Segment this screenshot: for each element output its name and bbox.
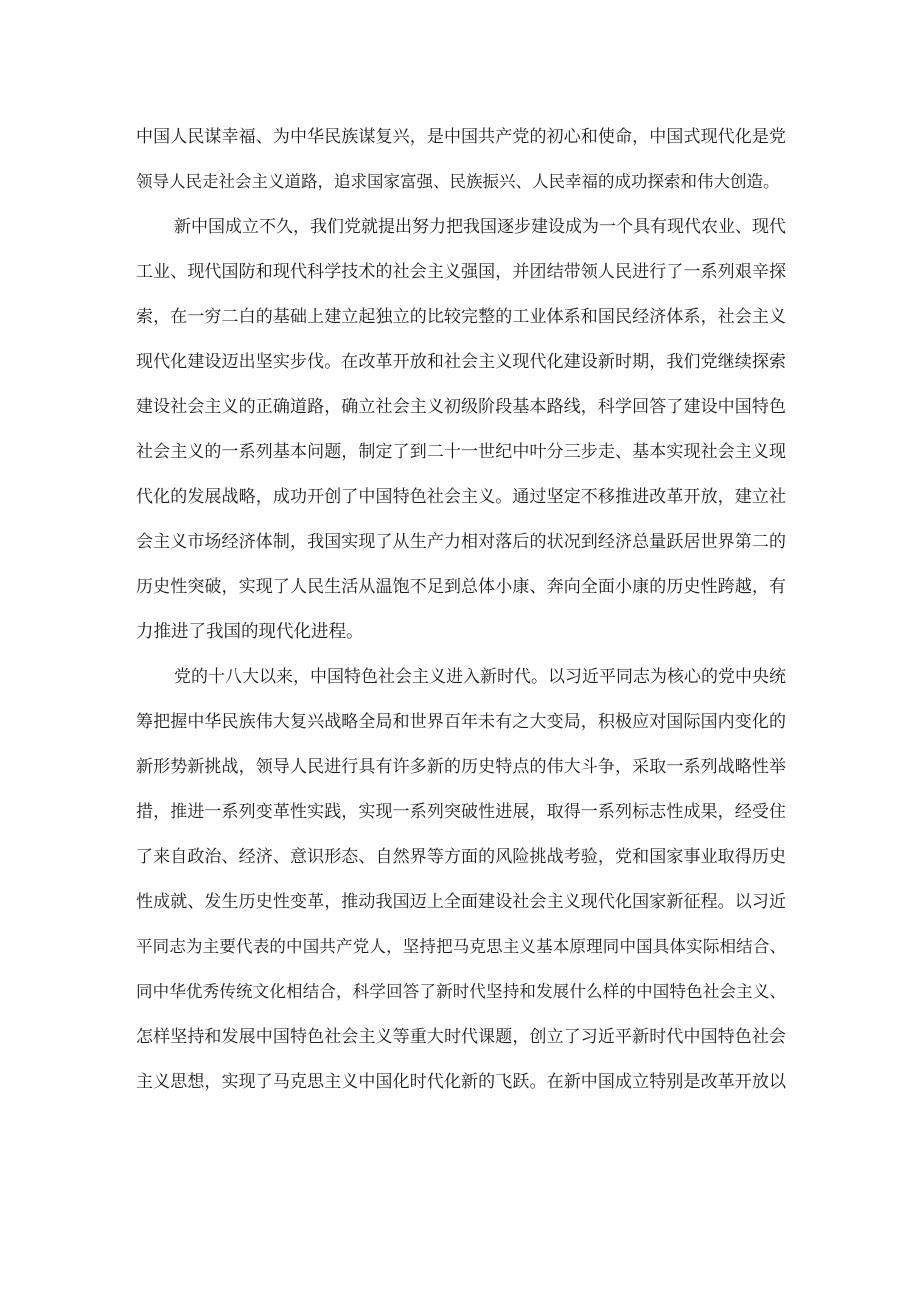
text-line: 工业、现代国防和现代科学技术的社会主义强国，并团结带领人民进行了一系列艰辛探 [136,262,786,282]
text-line: 怎样坚持和发展中国特色社会主义等重大时代课题，创立了习近平新时代中国特色社会 [136,1027,786,1047]
text-line: 新形势新挑战，领导人民进行具有许多新的历史特点的伟大斗争，采取一系列战略性举 [136,757,786,777]
text-line: 代化的发展战略，成功开创了中国特色社会主义。通过坚定不移推进改革开放，建立社 [136,487,786,507]
text-line: 领导人民走社会主义道路，追求国家富强、民族振兴、人民幸福的成功探索和伟大创造。 [136,172,780,191]
text-line: 历史性突破，实现了人民生活从温饱不足到总体小康、奔向全面小康的历史性跨越，有 [136,577,786,597]
text-line: 平同志为主要代表的中国共产党人，坚持把马克思主义基本原理同中国具体实际相结合、 [136,937,786,956]
text-line: 措，推进一系列变革性实践，实现一系列突破性进展，取得一系列标志性成果，经受住 [136,802,786,822]
text-line: 党的十八大以来，中国特色社会主义进入新时代。以习近平同志为核心的党中央统 [174,667,786,687]
text-line: 了来自政治、经济、意识形态、自然界等方面的风险挑战考验，党和国家事业取得历史 [136,847,786,867]
text-line: 现代化建设迈出坚实步伐。在改革开放和社会主义现代化建设新时期，我们党继续探索 [136,352,786,372]
text-line: 力推进了我国的现代化进程。 [136,622,364,642]
text-line: 筹把握中华民族伟大复兴战略全局和世界百年未有之大变局，积极应对国际国内变化的 [136,712,786,732]
text-line: 新中国成立不久，我们党就提出努力把我国逐步建设成为一个具有现代农业、现代 [174,217,786,237]
text-line: 会主义市场经济体制，我国实现了从生产力相对落后的状况到经济总量跃居世界第二的 [136,532,786,552]
text-line: 建设社会主义的正确道路，确立社会主义初级阶段基本路线，科学回答了建设中国特色 [136,397,786,417]
text-line: 性成就、发生历史性变革，推动我国迈上全面建设社会主义现代化国家新征程。以习近 [136,892,786,912]
text-line: 主义思想，实现了马克思主义中国化时代化新的飞跃。在新中国成立特别是改革开放以 [136,1072,786,1092]
text-line: 索，在一穷二白的基础上建立起独立的比较完整的工业体系和国民经济体系，社会主义 [136,307,786,327]
text-line: 中国人民谋幸福、为中华民族谋复兴，是中国共产党的初心和使命，中国式现代化是党 [136,127,786,147]
text-line: 同中华优秀传统文化相结合，科学回答了新时代坚持和发展什么样的中国特色社会主义、 [136,982,786,1001]
text-line: 社会主义的一系列基本问题，制定了到二十一世纪中叶分三步走、基本实现社会主义现 [136,442,786,462]
